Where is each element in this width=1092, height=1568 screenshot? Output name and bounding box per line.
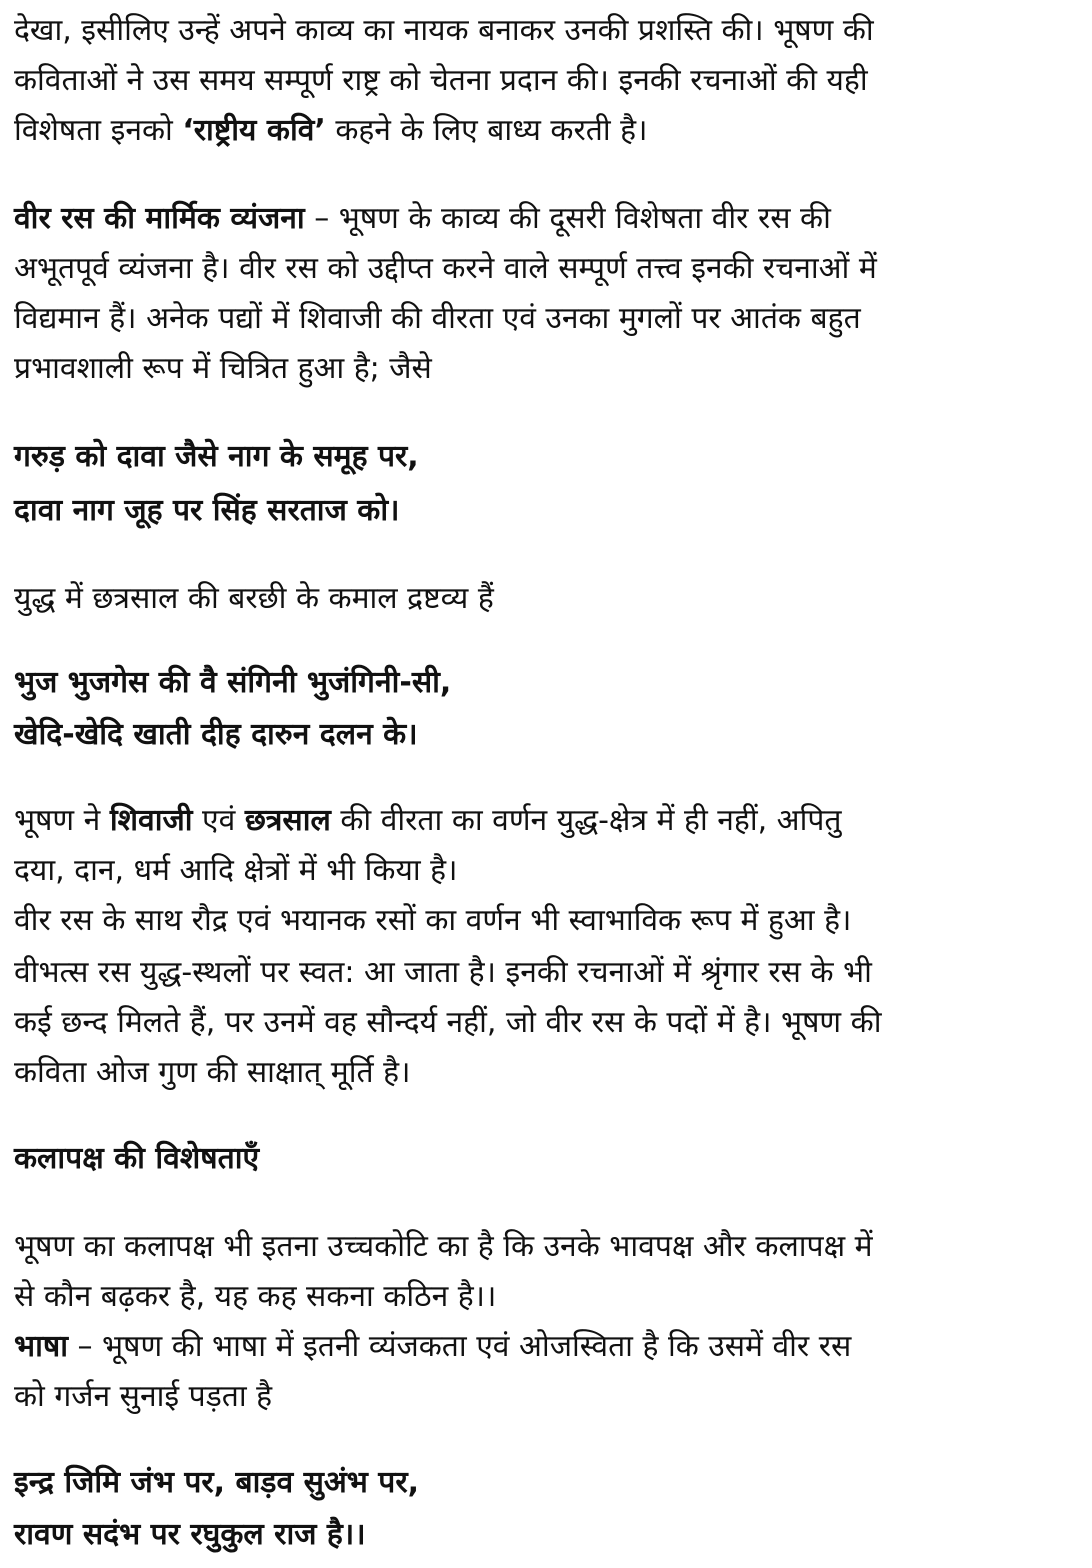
paragraph-line [14,346,432,392]
verse-line [14,1512,366,1558]
paragraph-line [14,950,872,996]
text: वीर रस के साथ रौद्र एवं भयानक रसों का वर्णन भी स्वाभाविक रूप में हुआ है। [14,903,852,938]
paragraph-line [14,246,877,292]
verse-line [14,712,418,758]
paragraph-line [14,1050,410,1096]
verse-line [14,488,399,534]
text: कलापक्ष की विशेषताएँ [14,1141,260,1176]
paragraph-line [14,296,861,342]
inline-heading: भाषा [14,1329,68,1364]
text: से कौन बढ़कर है, यह कह सकना कठिन है।। [14,1279,497,1314]
text: एवं [192,803,245,838]
paragraph-line [14,798,842,844]
paragraph-line [14,898,851,944]
text: दावा नाग जूह पर सिंह सरताज को। [14,493,400,528]
bold-term: ‘राष्ट्रीय कवि’ [182,113,326,148]
text: दया, दान, धर्म आदि क्षेत्रों में भी किया है। [14,853,458,888]
paragraph-line [14,8,874,54]
bold-term: छत्रसाल [244,803,331,838]
text: देखा, इसीलिए उन्हें अपने काव्य का नायक बनाकर उनकी प्रशस्ति की। भूषण की [14,13,874,48]
paragraph-line [14,576,494,622]
text: भुज भुजगेस की वै संगिनी भुजंगिनी-सी, [14,665,452,700]
text: रावण सदंभ पर रघुकुल राज है।। [14,1517,366,1552]
text: इन्द्र जिमि जंभ पर, बाड़व सुअंभ पर, [14,1465,420,1500]
bold-term: शिवाजी [109,803,193,838]
text: वीभत्स रस युद्ध-स्थलों पर स्वत: आ जाता है। इनकी रचनाओं में श्रृंगार रस के भी [14,955,872,990]
text: कहने के लिए बाध्य करती है। [325,113,648,148]
text: युद्ध में छत्रसाल की बरछी के कमाल द्रष्टव्य हैं [14,581,494,616]
text: खेदि-खेदि खाती दीह दारुन दलन के। [14,717,418,752]
text: विशेषता इनको [14,113,183,148]
text: कई छन्द मिलते हैं, पर उनमें वह सौन्दर्य नहीं, जो वीर रस के पदों में है। भूषण की [14,1005,882,1040]
verse-line [14,434,419,480]
paragraph-line [14,1274,496,1320]
text: – भूषण की भाषा में इतनी व्यंजकता एवं ओजस्विता है कि उसमें वीर रस [67,1329,852,1364]
text: को गर्जन सुनाई पड़ता है [14,1379,273,1414]
paragraph-line [14,108,647,154]
paragraph-line [14,196,831,242]
text: अभूतपूर्व व्यंजना है। वीर रस को उद्दीप्त करने वाले सम्पूर्ण तत्त्व इनकी रचनाओं में [14,251,877,286]
verse-line [14,1460,419,1506]
text: विद्यमान हैं। अनेक पद्यों में शिवाजी की वीरता एवं उनका मुगलों पर आतंक बहुत [14,301,861,336]
text: प्रभावशाली रूप में चित्रित हुआ है; जैसे [14,351,432,386]
inline-heading: वीर रस की मार्मिक व्यंजना [14,201,305,236]
verse-line [14,660,451,706]
paragraph-line [14,848,457,894]
section-heading [14,1136,259,1182]
text: कविता ओज गुण की साक्षात् मूर्ति है। [14,1055,411,1090]
paragraph-line [14,1224,873,1270]
paragraph-line [14,1374,272,1420]
paragraph-line [14,58,868,104]
paragraph-line [14,1000,881,1046]
text: – भूषण के काव्य की दूसरी विशेषता वीर रस की [304,201,831,236]
text: कविताओं ने उस समय सम्पूर्ण राष्ट्र को चेतना प्रदान की। इनकी रचनाओं की यही [14,63,868,98]
paragraph-line [14,1324,851,1370]
text: भूषण ने [14,803,110,838]
text: भूषण का कलापक्ष भी इतना उच्चकोटि का है कि उनके भावपक्ष और कलापक्ष में [14,1229,873,1264]
text: गरुड़ को दावा जैसे नाग के समूह पर, [14,439,419,474]
text: की वीरता का वर्णन युद्ध-क्षेत्र में ही नहीं, अपितु [330,803,842,838]
